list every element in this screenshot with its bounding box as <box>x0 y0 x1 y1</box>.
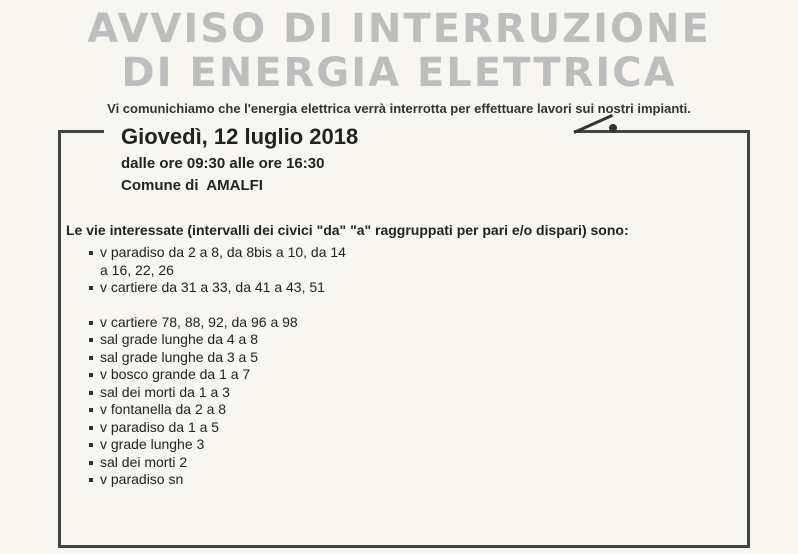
bullet-icon <box>89 251 93 255</box>
bullet-icon <box>89 321 93 325</box>
street-text: v cartiere da 31 a 33, da 41 a 43, 51 <box>100 279 325 295</box>
list-item <box>88 419 408 437</box>
street-text: v fontanella da 2 a 8 <box>100 401 227 417</box>
comune-label: Comune di <box>121 177 199 194</box>
list-item <box>88 471 408 489</box>
list-item <box>88 366 408 384</box>
bullet-icon <box>89 356 93 360</box>
street-text: v bosco grande da 1 a 7 <box>100 366 251 382</box>
bullet-icon <box>89 408 93 412</box>
list-item <box>88 401 408 419</box>
list-item <box>88 314 408 332</box>
street-text: sal dei morti da 1 a 3 <box>100 383 230 400</box>
bullet-icon <box>89 391 93 395</box>
street-text: a 16, 22, 26 <box>100 261 174 278</box>
street-text: v cartiere 78, 88, 92, da 96 a 98 <box>100 313 298 330</box>
list-item <box>88 349 408 367</box>
list-item <box>88 331 408 349</box>
street-text: v grade lunghe 3 <box>100 436 205 452</box>
notice-title-line2: DI ENERGIA ELETTRICA <box>121 50 677 96</box>
list-item-continuation <box>88 262 408 280</box>
street-text: sal grade lunghe da 4 a 8 <box>100 331 259 347</box>
bullet-icon <box>89 286 93 290</box>
street-text: v paradiso da 1 a 5 <box>100 418 220 435</box>
bullet-icon <box>89 338 93 342</box>
list-item <box>88 244 408 262</box>
notice-subtitle: Vi comunichiamo che l'energia elettrica verrà interrotta per effettuare lavori sui nostri impianti. <box>107 101 691 116</box>
pin-dot-decoration <box>609 124 617 132</box>
bullet-icon <box>89 373 93 377</box>
outage-comune <box>121 177 263 194</box>
street-text: v paradiso sn <box>100 471 184 487</box>
bullet-icon <box>89 443 93 447</box>
street-text: sal grade lunghe da 3 a 5 <box>100 348 259 365</box>
streets-list <box>88 244 408 489</box>
list-item <box>88 436 408 454</box>
list-spacer <box>88 297 408 314</box>
outage-date: Giovedì, 12 luglio 2018 <box>121 124 359 149</box>
street-text: sal dei morti 2 <box>100 453 188 470</box>
comune-name: AMALFI <box>206 177 263 194</box>
list-item <box>88 454 408 472</box>
street-text: v paradiso da 2 a 8, da 8bis a 10, da 14 <box>100 244 346 260</box>
bullet-icon <box>89 478 93 482</box>
outage-hours: dalle ore 09:30 alle ore 16:30 <box>121 155 325 172</box>
streets-intro: Le vie interessate (intervalli dei civici "da" "a" raggruppati per pari e/o dispari) sono: <box>66 222 629 238</box>
list-item <box>88 384 408 402</box>
bullet-icon <box>89 426 93 430</box>
list-item <box>88 279 408 297</box>
notice-title-line1: AVVISO DI INTERRUZIONE <box>87 6 711 52</box>
bullet-icon <box>89 461 93 465</box>
